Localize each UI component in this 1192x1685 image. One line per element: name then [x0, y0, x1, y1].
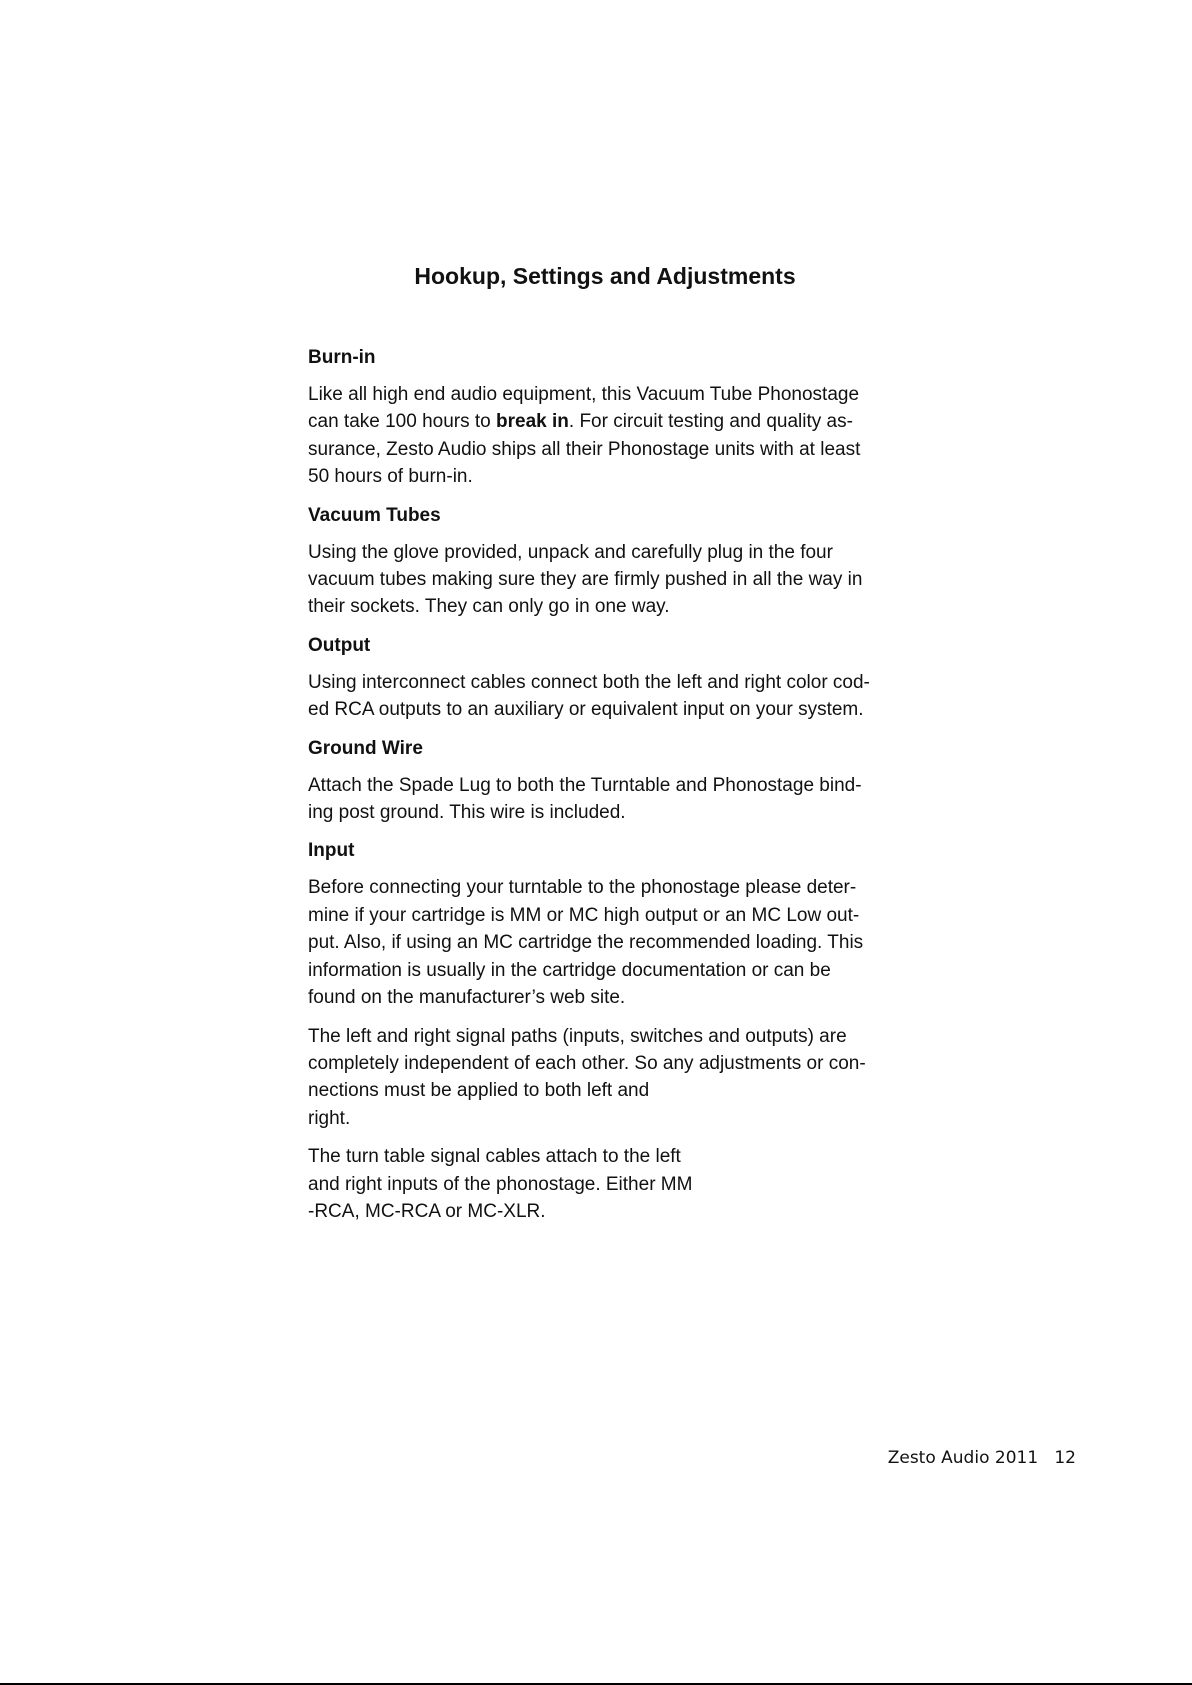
text-line: The left and right signal paths (inputs, switches and outputs) are — [308, 1025, 847, 1047]
text-line: Using interconnect cables connect both the left and right color cod- — [308, 671, 870, 693]
text-line: right. — [308, 1107, 351, 1129]
text-line: ing post ground. This wire is included. — [308, 802, 626, 824]
text-line: vacuum tubes making sure they are firmly pushed in all the way in — [308, 569, 863, 591]
page-footer — [888, 1446, 1076, 1470]
text-line: Like all high end audio equipment, this Vacuum Tube Phonostage — [308, 384, 860, 405]
text-line: 50 hours of burn-in. — [308, 466, 473, 488]
text-line: ed RCA outputs to an auxiliary or equivalent input on your system. — [308, 699, 864, 721]
emphasis-break-in: break in — [496, 411, 569, 433]
text-line: Attach the Spade Lug to both the Turntable and Phonostage bind- — [308, 774, 862, 796]
document-body — [308, 344, 908, 1236]
text-line: The turn table signal cables attach to the left — [308, 1146, 681, 1168]
text-run: can take 100 hours to — [308, 411, 497, 433]
paragraph-input-cables — [308, 1143, 908, 1225]
heading-vacuum-tubes: Vacuum Tubes — [308, 504, 441, 526]
paragraph-output — [308, 669, 908, 724]
heading-ground-wire: Ground Wire — [308, 737, 423, 759]
text-line: and right inputs of the phonostage. Either MM — [308, 1173, 693, 1195]
paragraph-ground-wire — [308, 772, 908, 827]
text-line — [308, 408, 908, 435]
paragraph-input-cartridge — [308, 874, 908, 1011]
text-line: information is usually in the cartridge documentation or can be — [308, 959, 831, 981]
paragraph-input-signal-paths — [308, 1023, 908, 1133]
text-line: their sockets. They can only go in one way. — [308, 596, 670, 618]
heading-output: Output — [308, 634, 371, 656]
text-line: found on the manufacturer’s web site. — [308, 987, 626, 1009]
text-line: Using the glove provided, unpack and carefully plug in the four — [308, 541, 833, 563]
text-line: surance, Zesto Audio ships all their Phonostage units with at least — [308, 438, 861, 460]
text-run: . For circuit testing and quality as- — [568, 411, 853, 433]
page-number: 12 — [1054, 1448, 1076, 1468]
text-line: put. Also, if using an MC cartridge the recommended loading. This — [308, 932, 864, 954]
paragraph-vacuum-tubes — [308, 539, 908, 621]
heading-input: Input — [308, 840, 355, 862]
text-line: mine if your cartridge is MM or MC high output or an MC Low out- — [308, 904, 860, 926]
paragraph-burn-in — [308, 381, 908, 491]
page-title: Hookup, Settings and Adjustments — [414, 263, 796, 289]
text-line: Before connecting your turntable to the phonostage please deter- — [308, 877, 857, 899]
text-line: completely independent of each other. So any adjustments or con- — [308, 1052, 866, 1074]
text-line: -RCA, MC-RCA or MC-XLR. — [308, 1200, 546, 1222]
text-line: nections must be applied to both left and — [308, 1080, 650, 1102]
heading-burn-in: Burn-in — [308, 347, 376, 368]
footer-brand: Zesto Audio 2011 — [887, 1448, 1039, 1468]
